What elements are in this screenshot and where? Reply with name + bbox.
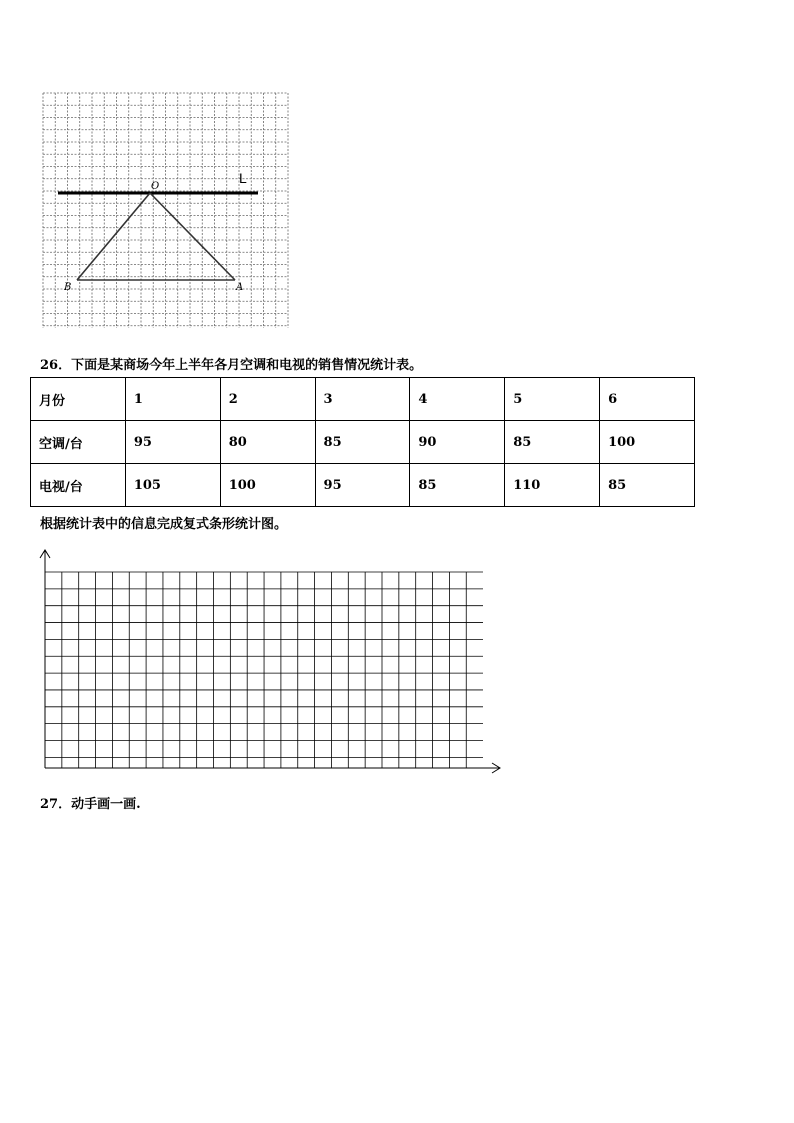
table-cell: 5 (505, 378, 600, 421)
table-row (31, 421, 695, 464)
table-cell: 4 (410, 378, 505, 421)
table-cell: 85 (505, 421, 600, 464)
triangle-grid-figure (40, 90, 292, 332)
table-cell: 110 (505, 464, 600, 507)
grid-lines (43, 93, 288, 328)
table-cell: 85 (410, 464, 505, 507)
table-cell: 空调/台 (31, 421, 126, 464)
table-cell: 85 (600, 464, 695, 507)
table-cell: 6 (600, 378, 695, 421)
table-row (31, 378, 695, 421)
question-26-text: 26．下面是某商场今年上半年各月空调和电视的销售情况统计表。 (40, 358, 423, 373)
table-cell: 105 (125, 464, 220, 507)
chart-instruction: 根据统计表中的信息完成复式条形统计图。 (40, 517, 288, 532)
sales-table (30, 377, 695, 507)
segment-ob (77, 193, 150, 280)
table-cell: 月份 (31, 378, 126, 421)
table-cell: 3 (315, 378, 410, 421)
segment-oa (150, 193, 235, 280)
table-cell: 电视/台 (31, 464, 126, 507)
table-cell: 95 (125, 421, 220, 464)
label-b: B (64, 282, 72, 293)
table-cell: 95 (315, 464, 410, 507)
label-o: O (151, 181, 160, 192)
label-a: A (236, 282, 244, 293)
table-cell: 90 (410, 421, 505, 464)
table-cell: 2 (220, 378, 315, 421)
grid-lines (45, 572, 483, 768)
question-27-text: 27．动手画一画. (40, 797, 141, 812)
table-cell: 1 (125, 378, 220, 421)
label-l: L (239, 170, 247, 186)
table-row (31, 464, 695, 507)
table-cell: 100 (220, 464, 315, 507)
table-cell: 80 (220, 421, 315, 464)
table-cell: 100 (600, 421, 695, 464)
blank-chart-grid (35, 545, 510, 775)
table-cell: 85 (315, 421, 410, 464)
